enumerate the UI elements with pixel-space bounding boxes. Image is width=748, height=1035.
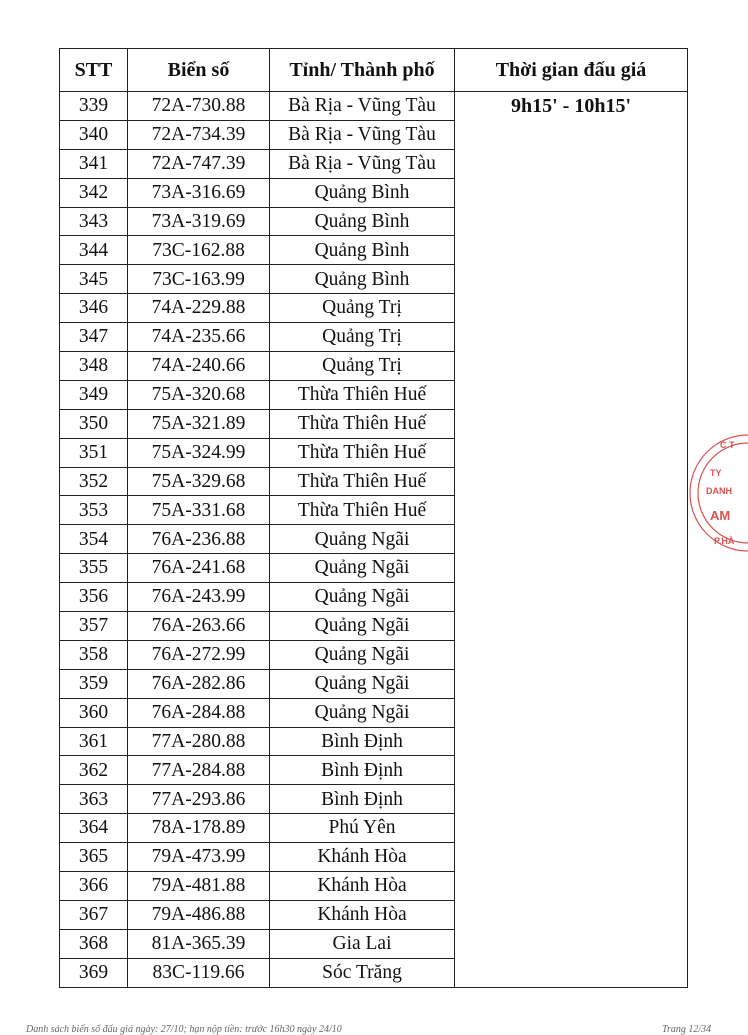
row-province: Quảng Ngãi: [270, 669, 455, 698]
footer-note: Danh sách biển số đấu giá ngày: 27/10; hạn nộp tiền: trước 16h30 ngày 24/10: [26, 1024, 342, 1035]
row-province: Bình Định: [270, 756, 455, 785]
row-stt: 363: [60, 785, 128, 814]
row-plate-number: 73A-319.69: [128, 207, 270, 236]
row-province: Quảng Ngãi: [270, 698, 455, 727]
header-stt: STT: [60, 49, 128, 92]
row-plate-number: 77A-293.86: [128, 785, 270, 814]
row-province: Quảng Ngãi: [270, 612, 455, 641]
svg-text:TY: TY: [710, 468, 722, 478]
row-stt: 347: [60, 323, 128, 352]
row-stt: 368: [60, 929, 128, 958]
svg-text:C.T: C.T: [720, 440, 735, 450]
row-plate-number: 79A-486.88: [128, 900, 270, 929]
row-stt: 349: [60, 380, 128, 409]
row-stt: 340: [60, 120, 128, 149]
row-plate-number: 75A-329.68: [128, 467, 270, 496]
row-plate-number: 74A-240.66: [128, 352, 270, 381]
row-stt: 351: [60, 438, 128, 467]
row-province: Bình Định: [270, 727, 455, 756]
row-province: Thừa Thiên Huế: [270, 496, 455, 525]
row-plate-number: 77A-280.88: [128, 727, 270, 756]
row-stt: 357: [60, 612, 128, 641]
row-province: Sóc Trăng: [270, 958, 455, 987]
header-province: Tỉnh/ Thành phố: [270, 49, 455, 92]
row-stt: 356: [60, 583, 128, 612]
row-stt: 358: [60, 640, 128, 669]
row-stt: 345: [60, 265, 128, 294]
row-plate-number: 76A-241.68: [128, 554, 270, 583]
row-province: Bà Rịa - Vũng Tàu: [270, 92, 455, 121]
row-stt: 354: [60, 525, 128, 554]
row-province: Quảng Ngãi: [270, 525, 455, 554]
row-stt: 364: [60, 814, 128, 843]
row-plate-number: 79A-481.88: [128, 872, 270, 901]
row-province: Thừa Thiên Huế: [270, 409, 455, 438]
row-plate-number: 77A-284.88: [128, 756, 270, 785]
row-plate-number: 75A-324.99: [128, 438, 270, 467]
row-plate-number: 72A-730.88: [128, 92, 270, 121]
row-stt: 344: [60, 236, 128, 265]
row-plate-number: 83C-119.66: [128, 958, 270, 987]
table-header-row: [60, 49, 688, 92]
row-province: Thừa Thiên Huế: [270, 467, 455, 496]
row-stt: 352: [60, 467, 128, 496]
row-plate-number: 74A-235.66: [128, 323, 270, 352]
row-stt: 355: [60, 554, 128, 583]
row-plate-number: 78A-178.89: [128, 814, 270, 843]
row-province: Quảng Bình: [270, 236, 455, 265]
page-number: Trang 12/34: [662, 1024, 712, 1035]
row-stt: 360: [60, 698, 128, 727]
row-province: Phú Yên: [270, 814, 455, 843]
row-province: Gia Lai: [270, 929, 455, 958]
row-stt: 350: [60, 409, 128, 438]
row-stt: 348: [60, 352, 128, 381]
svg-text:P.HÀ: P.HÀ: [714, 536, 735, 546]
row-province: Quảng Trị: [270, 323, 455, 352]
row-plate-number: 76A-263.66: [128, 612, 270, 641]
row-plate-number: 73A-316.69: [128, 178, 270, 207]
row-stt: 359: [60, 669, 128, 698]
row-plate-number: 76A-243.99: [128, 583, 270, 612]
row-plate-number: 81A-365.39: [128, 929, 270, 958]
row-province: Quảng Trị: [270, 352, 455, 381]
row-stt: 367: [60, 900, 128, 929]
row-plate-number: 72A-747.39: [128, 149, 270, 178]
row-stt: 343: [60, 207, 128, 236]
row-stt: 353: [60, 496, 128, 525]
row-plate-number: 73C-162.88: [128, 236, 270, 265]
row-province: Quảng Ngãi: [270, 640, 455, 669]
row-province: Khánh Hòa: [270, 900, 455, 929]
row-province: Quảng Bình: [270, 265, 455, 294]
row-province: Quảng Bình: [270, 207, 455, 236]
svg-text:DANH: DANH: [706, 486, 732, 496]
company-seal: [688, 428, 748, 558]
row-plate-number: 75A-331.68: [128, 496, 270, 525]
row-stt: 369: [60, 958, 128, 987]
row-plate-number: 76A-236.88: [128, 525, 270, 554]
row-province: Quảng Ngãi: [270, 554, 455, 583]
row-province: Quảng Ngãi: [270, 583, 455, 612]
row-plate-number: 75A-321.89: [128, 409, 270, 438]
row-stt: 346: [60, 294, 128, 323]
row-province: Bà Rịa - Vũng Tàu: [270, 120, 455, 149]
row-province: Thừa Thiên Huế: [270, 380, 455, 409]
row-plate-number: 76A-282.86: [128, 669, 270, 698]
row-plate-number: 79A-473.99: [128, 843, 270, 872]
row-province: Bà Rịa - Vũng Tàu: [270, 149, 455, 178]
row-stt: 342: [60, 178, 128, 207]
row-plate-number: 76A-272.99: [128, 640, 270, 669]
row-stt: 365: [60, 843, 128, 872]
row-stt: 362: [60, 756, 128, 785]
row-plate-number: 75A-320.68: [128, 380, 270, 409]
row-province: Khánh Hòa: [270, 872, 455, 901]
row-stt: 341: [60, 149, 128, 178]
row-stt: 366: [60, 872, 128, 901]
row-plate-number: 76A-284.88: [128, 698, 270, 727]
row-province: Thừa Thiên Huế: [270, 438, 455, 467]
table-row: [60, 92, 688, 121]
auction-time-slot: 9h15' - 10h15': [455, 92, 688, 988]
row-province: Quảng Trị: [270, 294, 455, 323]
row-plate-number: 72A-734.39: [128, 120, 270, 149]
row-province: Khánh Hòa: [270, 843, 455, 872]
row-stt: 339: [60, 92, 128, 121]
row-plate-number: 74A-229.88: [128, 294, 270, 323]
plate-auction-table: [59, 48, 688, 988]
row-stt: 361: [60, 727, 128, 756]
header-plate-number: Biển số: [128, 49, 270, 92]
row-province: Quảng Bình: [270, 178, 455, 207]
svg-text:AM: AM: [710, 508, 731, 523]
header-auction-time: Thời gian đấu giá: [455, 49, 688, 92]
row-plate-number: 73C-163.99: [128, 265, 270, 294]
row-province: Bình Định: [270, 785, 455, 814]
